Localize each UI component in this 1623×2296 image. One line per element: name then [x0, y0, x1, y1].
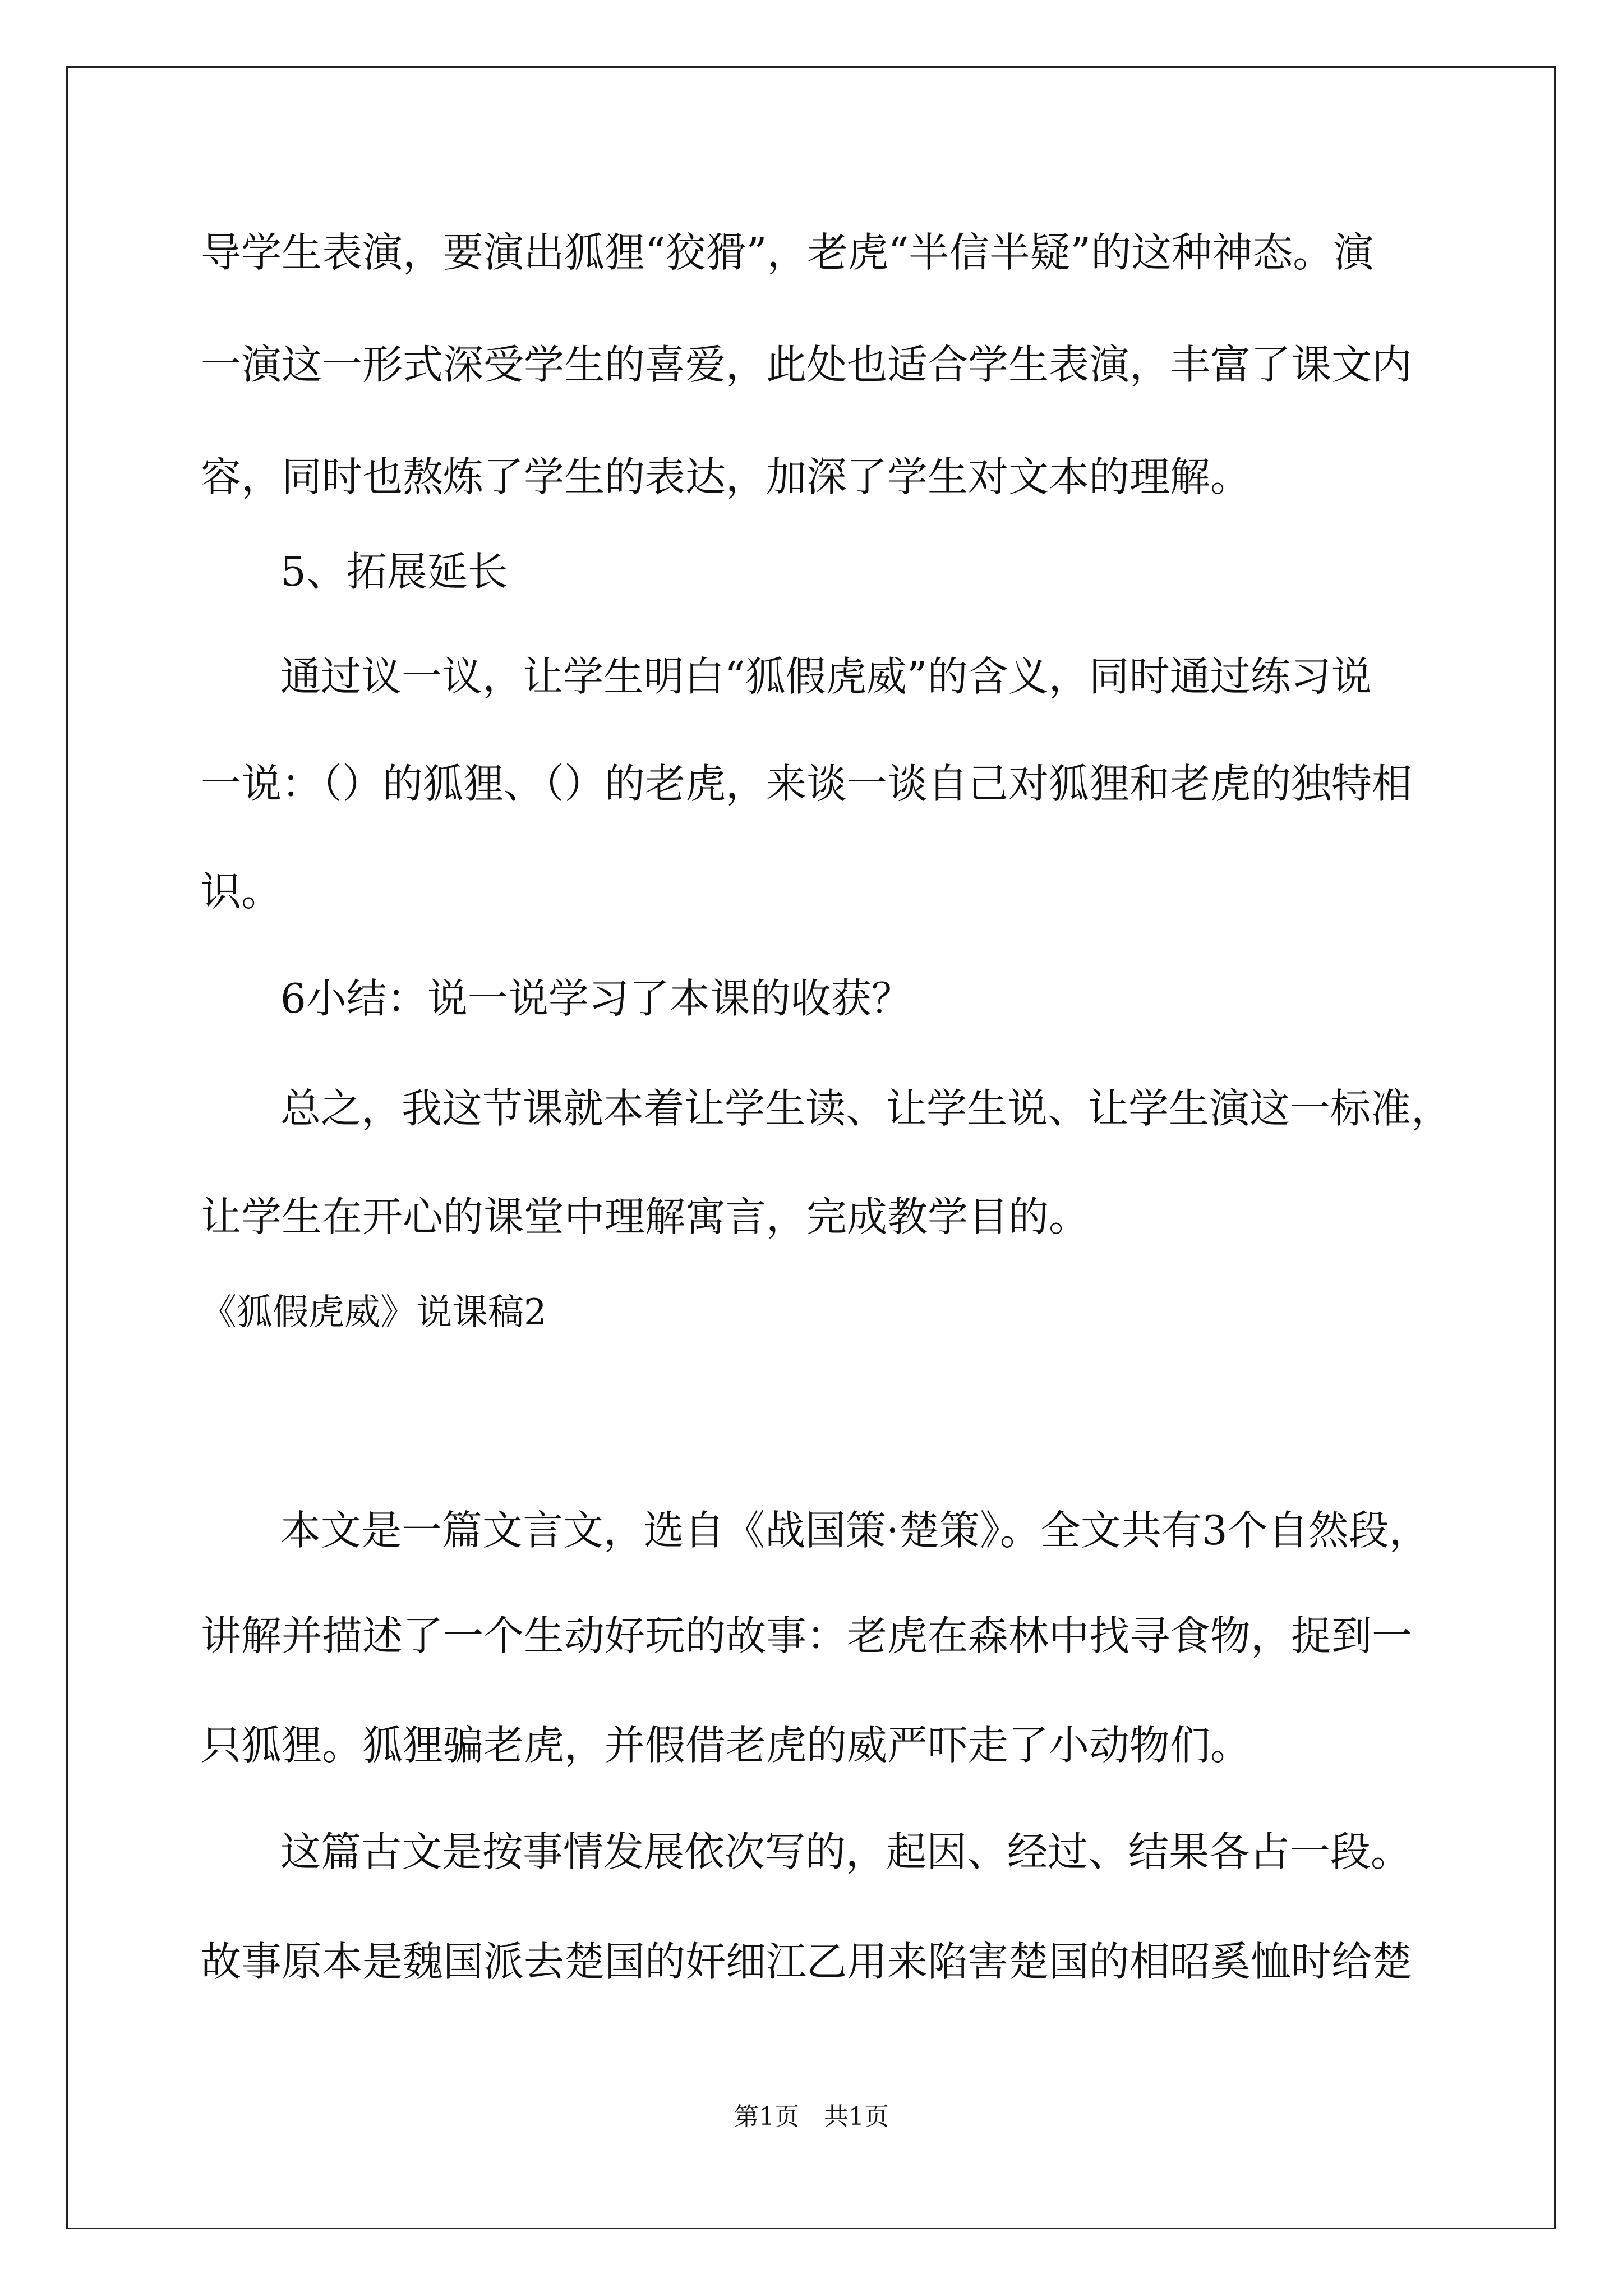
text-line: 容，同时也熬炼了学生的表达，加深了学生对文本的理解。: [201, 453, 1251, 500]
text-line: 这篇古文是按事情发展依次写的，起因、经过、结果各占一段。: [280, 1828, 1412, 1875]
text-line: 导学生表演，要演出狐狸“狡猾”，老虎“半信半疑”的这种神态。演: [201, 229, 1374, 276]
section-heading: 6小结：说一说学习了本课的收获？: [280, 975, 912, 1022]
page-footer: 第1页 共1页: [734, 2102, 889, 2131]
text-line: 一说：（）的狐狸、（）的老虎，来谈一谈自己对狐狸和老虎的独特相: [201, 760, 1413, 807]
section-heading: 5、拓展延长: [280, 548, 508, 595]
text-line: 总之，我这节课就本着让学生读、让学生说、让学生演这一标准，: [280, 1085, 1452, 1132]
text-line: 一演这一形式深受学生的喜爱，此处也适合学生表演，丰富了课文内: [201, 341, 1413, 388]
text-line: 通过议一议，让学生明白“狐假虎威”的含义，同时通过练习说: [280, 653, 1372, 700]
document-title: 《狐假虎威》说课稿2: [201, 1292, 547, 1333]
text-line: 只狐狸。狐狸骗老虎，并假借老虎的威严吓走了小动物们。: [201, 1722, 1251, 1769]
page-border: [66, 66, 1556, 2229]
text-line: 讲解并描述了一个生动好玩的故事：老虎在森林中找寻食物，捉到一: [201, 1612, 1413, 1659]
text-line: 故事原本是魏国派去楚国的奸细江乙用来陷害楚国的相昭奚恤时给楚: [201, 1938, 1413, 1985]
text-line: 让学生在开心的课堂中理解寓言，完成教学目的。: [201, 1193, 1090, 1240]
text-line: 本文是一篇文言文，选自《战国策·楚策》。全文共有3个自然段，: [280, 1507, 1430, 1554]
text-line: 识。: [201, 868, 282, 915]
